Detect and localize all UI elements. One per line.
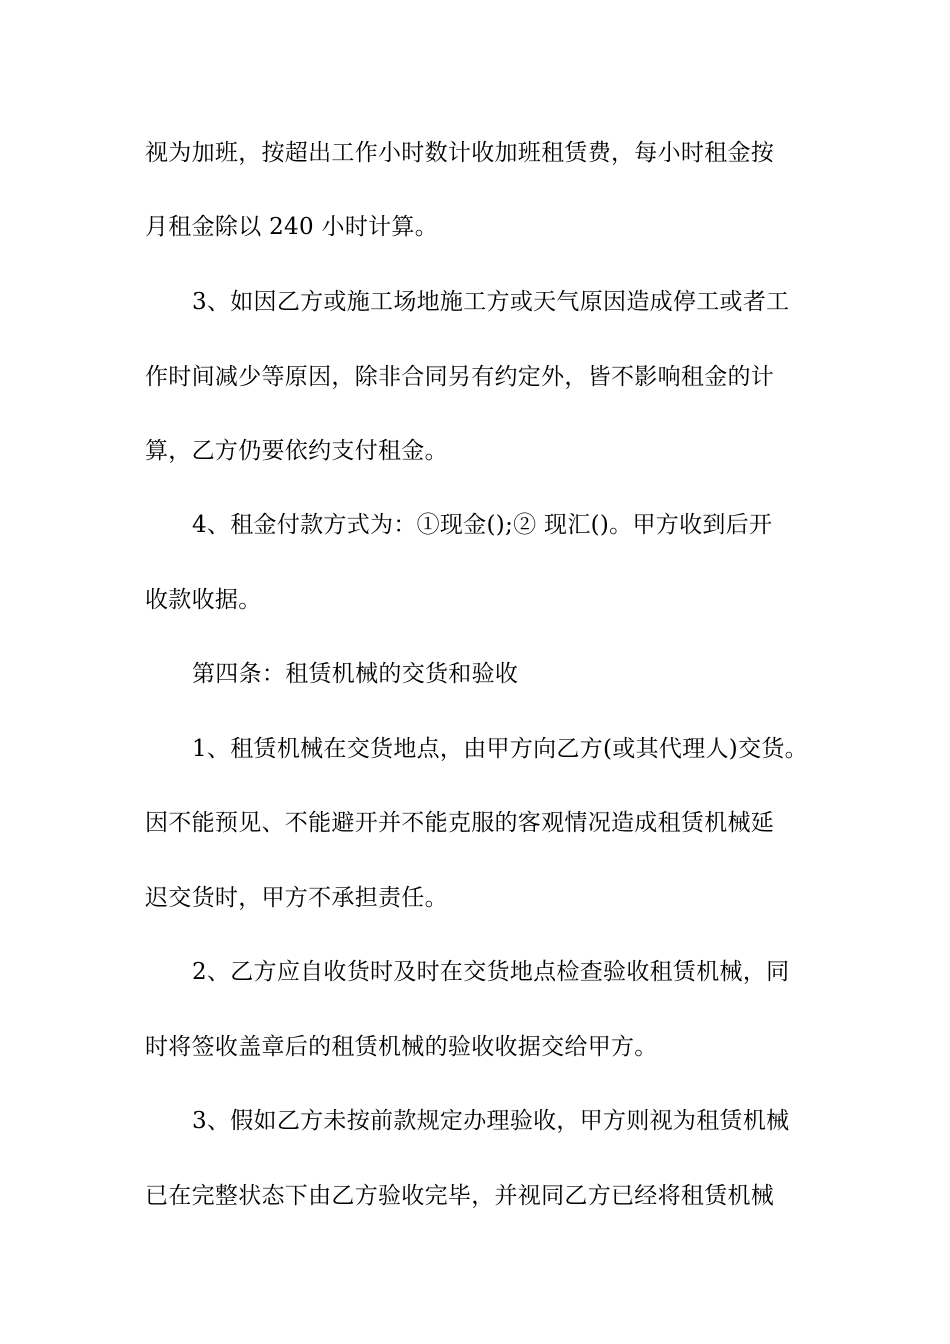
text-line: 算，乙方仍要依约支付租金。 (145, 438, 448, 464)
text-line: 已在完整状态下由乙方验收完毕，并视同乙方已经将租赁机械 (145, 1183, 775, 1209)
text-line: 因不能预见、不能避开并不能克服的客观情况造成租赁机械延 (145, 810, 775, 836)
text-line: 作时间减少等原因，除非合同另有约定外，皆不影响租金的计 (145, 364, 775, 390)
paragraph-start-line: 2、乙方应自收货时及时在交货地点检查验收租赁机械，同 (192, 959, 790, 985)
paragraph-start-line: 4、租金付款方式为：①现金();② 现汇()。甲方收到后开 (192, 512, 773, 538)
paragraph-start-line: 3、假如乙方未按前款规定办理验收，甲方则视为租赁机械 (192, 1108, 790, 1134)
text-line: 迟交货时，甲方不承担责任。 (145, 885, 448, 911)
paragraph-start-line: 1、租赁机械在交货地点，由甲方向乙方(或其代理人)交货。 (192, 736, 808, 762)
text-line: 月租金除以 240 小时计算。 (145, 214, 439, 240)
text-line: 收款收据。 (145, 587, 262, 613)
text-line: 时将签收盖章后的租赁机械的验收收据交给甲方。 (145, 1034, 658, 1060)
paragraph-start-line: 3、如因乙方或施工场地施工方或天气原因造成停工或者工 (192, 289, 790, 315)
section-heading: 第四条：租赁机械的交货和验收 (192, 661, 519, 687)
text-line: 视为加班，按超出工作小时数计收加班租赁费，每小时租金按 (145, 140, 775, 166)
